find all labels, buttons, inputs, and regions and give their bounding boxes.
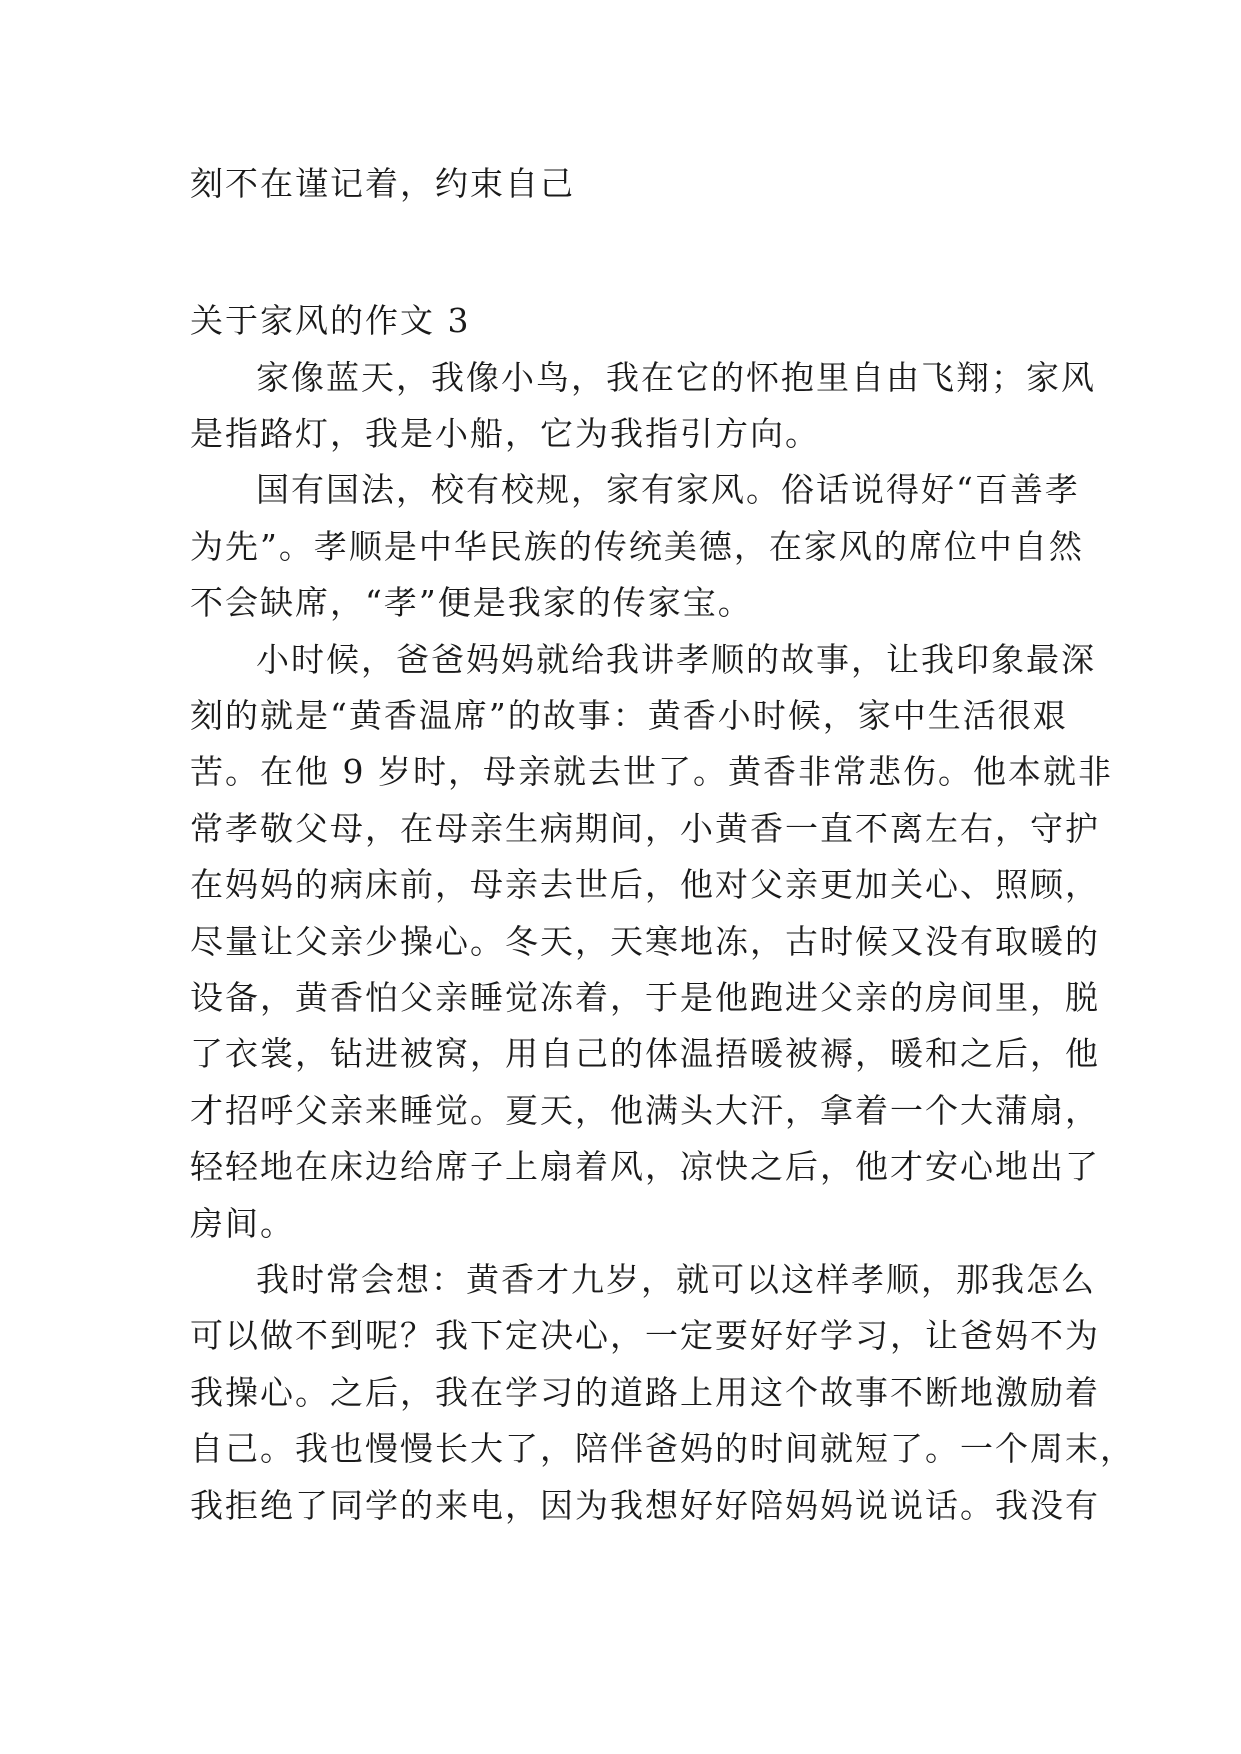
paragraph-line: 苦。在他 9 岁时，母亲就去世了。黄香非常悲伤。他本就非: [190, 752, 1113, 791]
paragraph-line: 刻的就是“黄香温席”的故事：黄香小时候，家中生活很艰: [190, 696, 1068, 735]
paragraph-line: 尽量让父亲少操心。冬天，天寒地冻，古时候又没有取暖的: [190, 922, 1100, 961]
paragraph-line: 不会缺席，“孝”便是我家的传家宝。: [190, 583, 753, 622]
paragraph-line: 了衣裳，钻进被窝，用自己的体温捂暖被褥，暖和之后，他: [190, 1034, 1100, 1073]
text-line: 刻不在谨记着，约束自己: [190, 164, 575, 203]
paragraph-line: 我操心。之后，我在学习的道路上用这个故事不断地激励着: [190, 1373, 1100, 1412]
paragraph-line: 自己。我也慢慢长大了，陪伴爸妈的时间就短了。一个周末，: [190, 1429, 1135, 1468]
paragraph-line: 国有国法，校有校规，家有家风。俗话说得好“百善孝: [256, 470, 1080, 509]
paragraph-line: 设备，黄香怕父亲睡觉冻着，于是他跑进父亲的房间里，脱: [190, 978, 1100, 1017]
section-heading: 关于家风的作文 3: [190, 301, 471, 340]
paragraph-line: 我拒绝了同学的来电，因为我想好好陪妈妈说说话。我没有: [190, 1486, 1100, 1525]
paragraph-line: 房间。: [190, 1204, 295, 1243]
paragraph-line: 家像蓝天，我像小鸟，我在它的怀抱里自由飞翔；家风: [256, 358, 1096, 397]
paragraph-line: 小时候，爸爸妈妈就给我讲孝顺的故事，让我印象最深: [256, 640, 1096, 679]
paragraph-line: 在妈妈的病床前，母亲去世后，他对父亲更加关心、照顾，: [190, 865, 1100, 904]
paragraph-line: 为先”。孝顺是中华民族的传统美德，在家风的席位中自然: [190, 527, 1084, 566]
paragraph-line: 是指路灯，我是小船，它为我指引方向。: [190, 414, 820, 453]
paragraph-line: 我时常会想：黄香才九岁，就可以这样孝顺，那我怎么: [256, 1260, 1096, 1299]
paragraph-line: 轻轻地在床边给席子上扇着风，凉快之后，他才安心地出了: [190, 1147, 1100, 1186]
paragraph-line: 才招呼父亲来睡觉。夏天，他满头大汗，拿着一个大蒲扇，: [190, 1091, 1100, 1130]
paragraph-line: 可以做不到呢？我下定决心，一定要好好学习，让爸妈不为: [190, 1316, 1100, 1355]
paragraph-line: 常孝敬父母，在母亲生病期间，小黄香一直不离左右，守护: [190, 809, 1100, 848]
